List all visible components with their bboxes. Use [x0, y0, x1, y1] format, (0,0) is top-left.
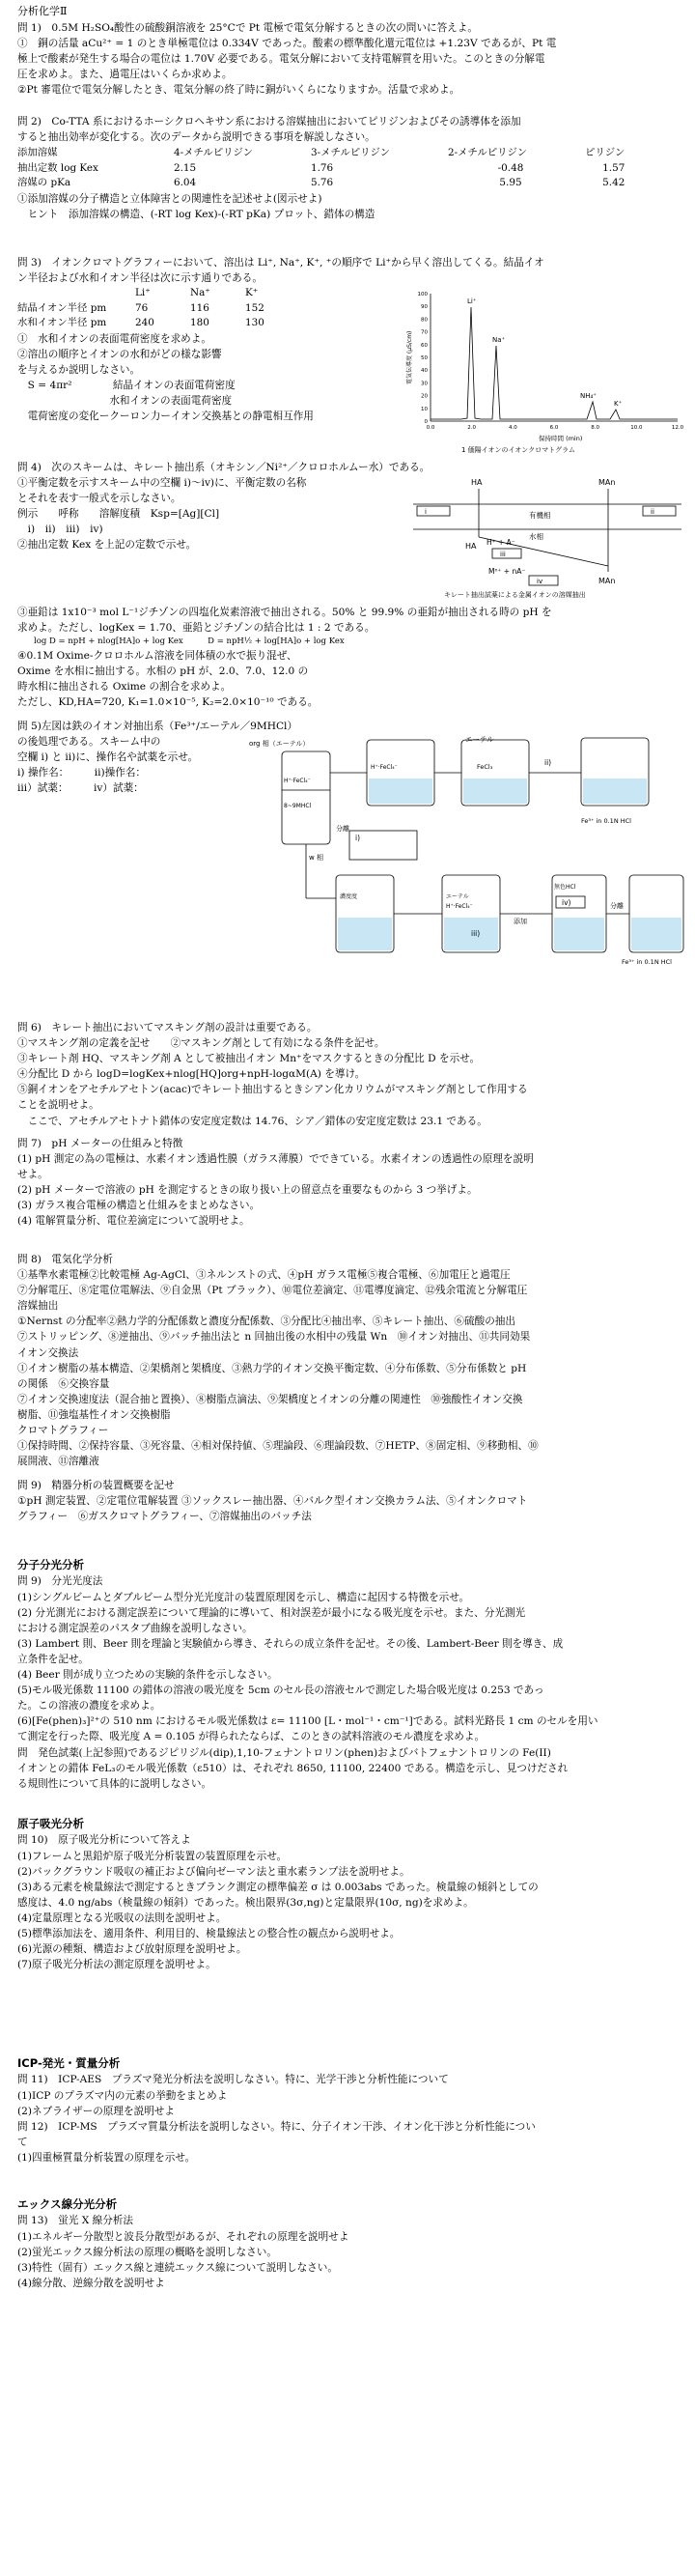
text-line: S = 4πr² 結晶イオンの表面電荷密度	[17, 380, 236, 392]
text-line: (1)ICP のプラズマ内の元素の挙動をまとめよ	[17, 2089, 228, 2102]
section-icp	[17, 2055, 683, 2166]
text-line: 問 13) 蛍光 X 線分析法	[17, 2215, 134, 2227]
chelate-scheme-svg	[405, 475, 685, 601]
text-line: ④分配比 D から logD=logKex+nlog[HQ]org+npH-logαM(A) を導け。	[17, 1068, 366, 1081]
text-line: iii）試薬： iv）試薬：	[17, 782, 144, 795]
text-line: 電荷密度の変化ークーロン力ーイオン交換基との静電相互作用	[17, 410, 314, 423]
chelate-scheme-figure	[405, 475, 685, 601]
text-line: 時水相に抽出される Oxime の割合を求めよ。	[17, 681, 232, 694]
label-colorless: 無色HCl	[554, 884, 576, 891]
table-cell: 116	[190, 301, 209, 314]
y-ticks	[418, 292, 429, 425]
table-cell: 240	[135, 317, 154, 329]
pyridine-table	[17, 146, 636, 191]
x-ticks	[427, 425, 684, 431]
y-tick-label: 50	[421, 355, 428, 361]
text-line: 問 4) 次のスキームは、キレート抽出系（オキシン／Ni²⁺／クロロホルムー水）である。	[17, 462, 431, 473]
text-line: (3)特性（固有）エックス線と連続エックス線について説明しなさい。	[17, 2261, 338, 2274]
label-conc: 濃度度	[340, 893, 358, 900]
y-tick-label: 0	[424, 419, 428, 425]
text-line: (2) pH メーターで溶液の pH を測定するときの取り扱い上の留意点を重要なものから 3 つ挙げよ。	[17, 1184, 478, 1197]
chromatogram-svg	[403, 288, 683, 454]
text-line: (2)バックグラウンド吸収の補正および偏向ゼーマン法と重水素ランプ法を説明せよ。	[17, 1865, 410, 1878]
y-tick-label: 100	[417, 292, 428, 297]
table-row	[17, 316, 276, 331]
text-line: (1)シングルビームとダブルビーム型分光光度計の装置原理図を示し、構造に起因する特徴を示せ。	[17, 1591, 470, 1603]
x-tick-label: 0.0	[426, 425, 435, 431]
label-complex-3: H⁺·FeCl₄⁻	[446, 903, 473, 910]
text-line: (4) Beer 則が成り立つための実験的条件を示しなさい。	[17, 1669, 278, 1682]
label-fe-hcl-bottom: Fe³⁺ in 0.1N HCl	[622, 958, 672, 966]
text-line: (7)原子吸光分析法の測定原理を説明せよ。	[17, 1959, 216, 1971]
section-xray	[17, 2196, 683, 2291]
liquid-fills	[338, 778, 681, 950]
text-line: グラフィー ⑥ガスクロマトグラフィー、⑦溶媒抽出のバッチ法	[17, 1511, 312, 1523]
text-line: (1) pH 測定の為の電極は、水素イオン透過性膜（ガラス薄膜）でできている。水素イオンの透過性の原理を説明	[17, 1153, 534, 1166]
text-line: log D = npH + nlog[HA]o + log Kex D = npH½ + log[HA]o + log Kex	[17, 637, 345, 647]
x-axis-label: 保持時間 (min)	[539, 435, 583, 442]
text-line: 問 10) 原子吸光分析について答えよ	[17, 1834, 191, 1847]
text-line: 展開液、⑪溶離液	[17, 1456, 99, 1468]
label-complexation: Mⁿ⁺ + nA⁻	[488, 567, 526, 576]
table-cell: 抽出定数 log Kex	[17, 161, 98, 174]
text-line: ③亜鉛は 1x10⁻³ mol L⁻¹ジチゾンの四塩化炭素溶液で抽出される。50% と 99.9% の亜鉛が抽出される時の pH を	[17, 607, 552, 618]
text-line: (3) ガラス複合電極の構造と仕組みをまとめなさい。	[17, 1200, 261, 1212]
text-line: における測定誤差のパスタブ曲線を説明しなさい。	[17, 1622, 253, 1634]
text-line: ことを説明せよ。	[17, 1099, 99, 1112]
text-line: ②Pt 審電位で電気分解したとき、電気分解の終了時に銅がいくらになりますか。活量で求めよ。	[17, 84, 460, 97]
box-iv: iv	[537, 578, 543, 585]
text-line: (5)標準添加法を、適用条件、利用目的、検量線法との整合性の観点から説明せよ。	[17, 1928, 401, 1940]
document-header: 分析化学Ⅱ	[17, 5, 68, 17]
text-line: 求めよ。ただし、logKex = 1.70、亜鉛とジチゾンの結合比は 1 : 2 である。	[17, 622, 375, 635]
table-cell: 152	[245, 301, 264, 314]
table-cell: 5.42	[602, 177, 626, 189]
peak-label-na: Na⁺	[492, 336, 506, 344]
y-tick-label: 60	[421, 342, 428, 349]
iron-extraction-figure	[249, 734, 687, 966]
text-line: 問 5)左図は鉄のイオン対抽出系（Fe³⁺/エーテル／9MHCl）	[17, 721, 298, 732]
text-line: を与えるか説明しなさい。	[17, 364, 141, 377]
text-line: (4) 電解質量分析、電位差滴定について説明せよ。	[17, 1215, 250, 1228]
text-line: (3) Lambert 則、Beer 則を理論と実験値から導き、それらの成立条件を記せ。その後、Lambert-Beer 則を導き、成	[17, 1637, 564, 1650]
text-line: 問 3) イオンクロマトグラフィーにおいて、溶出は Li⁺, Na⁺, K⁺, ⁺の順序で Li⁺から早く溶出してくる。結晶イオ	[17, 257, 544, 269]
x-tick-label: 10.0	[630, 425, 643, 431]
figure-caption: 1 価陽イオンのイオンクロマトグラム	[461, 446, 575, 454]
text-line: Oxime を水相に抽出する。水相の pH が、2.0、7.0、12.0 の	[17, 665, 309, 678]
label-water-phase: w 相	[309, 854, 323, 862]
table-cell: K⁺	[245, 287, 259, 298]
table-row	[17, 161, 636, 177]
table-cell: 76	[135, 301, 149, 314]
text-line: 問 9) 分光光度法	[17, 1575, 103, 1588]
text-line: る規則性について具体的に説明しなさい。	[17, 1777, 212, 1790]
text-line: (1)エネルギー分散型と波長分散型があるが、それぞれの原理を説明せよ	[17, 2230, 349, 2243]
phase-lines	[413, 489, 681, 585]
chromatogram-trace	[431, 307, 678, 419]
text-line: i) ii) iii) iv)	[17, 524, 103, 536]
text-line: 問 8) 電気化学分析	[17, 1254, 113, 1265]
box-iii: iii	[500, 551, 506, 558]
table-cell: 3-メチルピリジン	[311, 147, 391, 159]
table-cell: 6.04	[174, 177, 197, 189]
text-line: て	[17, 2136, 28, 2148]
label-ether-2: エーテル	[446, 893, 469, 900]
text-line: ⑦分解電圧、⑧定電位電解法、⑨自金黒（Pt ブラック）、⑩電位差滴定、⑪電導度滴定、⑫残余電流と分解電圧	[17, 1285, 528, 1297]
question-block-2	[17, 114, 683, 222]
y-tick-label: 40	[421, 368, 428, 375]
label-man-water: MAn	[598, 577, 616, 585]
box-i: i)	[355, 834, 361, 842]
table-cell: 溶媒の pKa	[17, 177, 71, 189]
table-cell: 130	[245, 317, 264, 329]
text-line: (1)フレームと黒鉛炉原子吸光分析装置の装置原理を示せ。	[17, 1850, 288, 1862]
text-line: ⑤銅イオンをアセチルアセトン(acac)でキレート抽出するときシアン化カリウムがマスキング剤として作用する	[17, 1084, 528, 1096]
text-line: ①イオン樹脂の基本構造、②架橋剤と架橋度、③熱力学的イオン交換平衡定数、④分布係数、⑤分布係数と pH	[17, 1362, 527, 1374]
text-line: 圧を求めよ。また、過電圧はいくらか求めよ。	[17, 69, 233, 80]
text-line: ①平衡定数を示すスキーム中の空欄 i)〜iv)に、平衡定数の名称	[17, 477, 307, 490]
table-header-row	[17, 146, 636, 161]
table-cell: 2.15	[174, 161, 197, 174]
text-line: クロマトグラフィー	[17, 1425, 109, 1437]
section-heading: ICP-発光・質量分析	[17, 2056, 121, 2070]
table-cell: Li⁺	[135, 287, 151, 298]
ion-radius-block	[17, 286, 394, 424]
text-line: 水和イオンの表面電荷密度	[17, 395, 233, 408]
table-cell: 1.57	[602, 161, 626, 174]
label-org-phase: org 相（エーテル）	[249, 740, 310, 748]
section-heading: 原子吸光分析	[17, 1817, 84, 1830]
text-line: の後処理である。スキーム中の	[17, 736, 161, 749]
table-cell: 添加溶媒	[17, 147, 58, 159]
question-block-8	[17, 1252, 683, 1469]
table-cell: 180	[190, 317, 209, 329]
text-line: (5)モル吸光係数 11100 の錯体の溶液の吸光度を 5cm のセル長の溶液セルで測定した場合吸光度は 0.253 であっ	[17, 1684, 544, 1697]
y-tick-label: 80	[421, 317, 428, 324]
text-line: ①添加溶媒の分子構造と立体障害との関連性を記述せよ(図示せよ)	[17, 193, 322, 206]
text-line: ⑦ストリッピング、⑧逆抽出、⑨バッチ抽出法と n 回抽出後の水相中の残量 Wn ⑩イオン対抽出、⑪共同効果	[17, 1331, 531, 1344]
box-ii: ii)	[544, 758, 552, 767]
text-line: せよ。	[17, 1169, 48, 1181]
question-block-7	[17, 1136, 683, 1230]
question-block-9	[17, 1478, 683, 1524]
label-man-top: MAn	[598, 478, 616, 487]
table-cell: 4-メチルピリジン	[174, 147, 254, 159]
box-iv: iv)	[562, 898, 571, 907]
text-line: ④0.1M Oxime-クロロホルム溶液を同体積の水で振り混ぜ、	[17, 650, 297, 663]
text-line: ただし、KD,HA=720, K₁=1.0×10⁻⁵, K₂=2.0×10⁻¹⁰ である。	[17, 696, 319, 709]
label-separation: 分離	[336, 825, 349, 833]
table-cell: 結晶イオン半径 pm	[17, 301, 107, 314]
table-row	[17, 176, 636, 191]
text-line: ン半径および水和イオン半径は次に示す通りである。	[17, 272, 263, 285]
y-tick-label: 10	[421, 406, 428, 412]
x-tick-label: 12.0	[671, 425, 684, 431]
x-tick-label: 4.0	[508, 425, 517, 431]
text-line: 溶媒抽出	[17, 1300, 59, 1313]
text-line: i) 操作名： ii)操作名：	[17, 767, 147, 779]
text-line: とそれを表す一般式を示しなさい。	[17, 493, 181, 505]
text-line: ③キレート剤 HQ、マスキング剤 A として被抽出イオン Mn⁺をマスクするときの分配比 D を示せ。	[17, 1053, 481, 1065]
table-cell: 5.95	[499, 177, 522, 189]
text-line: すると抽出効率が変化する。次のデータから説明できる事項を解説しなさい。	[17, 131, 375, 144]
label-addition: 添加	[514, 918, 527, 925]
text-line: 問 9) 精器分析の装置概要を記せ	[17, 1480, 175, 1491]
table-cell: 2-メチルピリジン	[448, 147, 528, 159]
x-tick-label: 6.0	[549, 425, 559, 431]
text-line: て測定を行った際、吸光度 A = 0.105 が得られたならば、このときの試料溶液のモル濃度を求めよ。	[17, 1731, 486, 1743]
y-axis-label: 電気伝導度 (µS/cm)	[406, 330, 413, 384]
figure-caption: キレート抽出試薬による金属イオンの溶媒抽出	[444, 591, 586, 599]
text-line: の関係 ⑥交換容量	[17, 1377, 110, 1390]
table-header-row	[17, 286, 276, 301]
text-line: ②抽出定数 Kex を上記の定数で示せ。	[17, 539, 197, 552]
question-block-6	[17, 1020, 683, 1129]
text-line: イオン交換法	[17, 1346, 79, 1359]
text-line: ①マスキング剤の定義を記せ ②マスキング剤として有効になる条件を記せ。	[17, 1037, 385, 1050]
label-ha-water: HA	[465, 542, 477, 551]
text-line: (2)蛍光エックス線分析法の原理の概略を説明しなさい。	[17, 2246, 277, 2258]
text-line: (2)ネブライザーの原理を説明せよ	[17, 2105, 175, 2117]
text-line: た。この溶液の濃度を求めよ。	[17, 1700, 161, 1713]
label-ha-top: HA	[471, 478, 483, 487]
text-line: 問 7) pH メーターの仕組みと特徴	[17, 1138, 183, 1149]
text-line: 樹脂、⑪強塩基性イオン交換樹脂	[17, 1408, 171, 1421]
table-cell: Na⁺	[190, 287, 210, 298]
box-iii: iii)	[471, 929, 481, 938]
box-i: i	[425, 508, 427, 516]
text-line: (4)定量原理となる光吸収の法則を説明せよ。	[17, 1911, 227, 1924]
text-line: 問 2) Co-TTA 系におけるホーシクロヘキサン系における溶媒抽出においてピリジンおよびその誘導体を添加	[17, 116, 521, 127]
text-line: 問 6) キレート抽出においてマスキング剤の設計は重要である。	[17, 1022, 318, 1033]
text-line: 感度は、4.0 ng/abs（検量線の傾斜）であった。検出限界(3σ,ng)と定量限界(10σ, ng)を求めよ。	[17, 1896, 474, 1909]
ion-radius-table	[17, 286, 276, 331]
question-block-1	[17, 4, 683, 98]
table-cell: -0.48	[497, 161, 524, 174]
text-line: 問 発色試薬(上記参照)であるジピリジル(dip),1,10-フェナントロリン(phen)およびバトフェナントロリンの Fe(II)	[17, 1746, 551, 1759]
peak-label-nh4: NH₄⁺	[580, 392, 598, 400]
peak-label-k: K⁺	[614, 400, 623, 408]
text-line: (6)光源の種類、構造および放射原理を説明せよ。	[17, 1943, 247, 1956]
section-heading: エックス線分光分析	[17, 2197, 118, 2211]
phase-water: 水相	[529, 532, 543, 541]
text-line: ①Nernst の分配率②熱力学的分配係数と濃度分配係数、③分配比④抽出率、⑤キレート抽出、⑥硫酸の抽出	[17, 1316, 515, 1328]
text-line: ②溶出の順序とイオンの水和がどの様な影響	[17, 348, 222, 360]
label-dissociation: H⁺ + A⁻	[486, 538, 515, 547]
table-cell: 水和イオン半径 pm	[17, 317, 107, 329]
text-line: (2) 分光測光における測定誤差について理論的に導いて、相対誤差が最小になる吸光度を示せ。また、分光測光	[17, 1606, 526, 1619]
label-fecl3: FeCl₃	[477, 763, 493, 771]
table-cell: 1.76	[311, 161, 334, 174]
label-hcl: 8~9MHCl	[284, 803, 312, 809]
text-line: 例示 呼称 溶解度積 Ksp=[Ag][Cl]	[17, 508, 220, 521]
label-fe-hcl-top: Fe³⁺ in 0.1N HCl	[581, 817, 631, 825]
table-row	[17, 301, 276, 317]
table-cell: ピリジン	[585, 147, 626, 159]
text-line: イオンとの錯体 FeL₃のモル吸光係数（ε510）は、それぞれ 8650, 11100, 22400 である。構造を示し、見つけだされ	[17, 1762, 569, 1774]
text-line: ① 水和イオンの表面電荷密度を求めよ。	[17, 332, 211, 345]
label-separation-2: 分離	[610, 902, 624, 910]
question-block-4-cont	[17, 605, 683, 710]
text-line: 空欄 i) と ii)に、操作名や試薬を示せ。	[17, 751, 199, 764]
question-block-3	[17, 255, 683, 286]
text-line: (4)線分散、逆線分散を説明せよ	[17, 2277, 165, 2289]
section-molecular-spectroscopy	[17, 1557, 683, 1792]
table-cell: 5.76	[311, 177, 334, 189]
phase-organic: 有機相	[529, 511, 551, 520]
text-line: 問 1) 0.5M H₂SO₄酸性の硫酸銅溶液を 25°Cで Pt 電極で電気分解するときの次の問いに答えよ。	[17, 21, 478, 34]
y-tick-label: 30	[421, 381, 428, 387]
y-tick-label: 90	[421, 304, 428, 311]
text-line: ⑦イオン交換速度法（混合抽と置換）、⑧樹脂点滴法、⑨架橋度とイオンの分離の関連性 ⑩強酸性イオン交換	[17, 1393, 523, 1405]
table-cell	[17, 286, 135, 301]
iron-extraction-svg	[249, 734, 687, 966]
label-complex-1: H⁺·FeCl₄⁻	[284, 778, 311, 784]
text-line: 問 12) ICP-MS プラズマ質量分析法を説明しなさい。特に、分子イオン干渉、イオン化干渉と分析性能につい	[17, 2120, 536, 2133]
text-line: 立条件を記せ。	[17, 1653, 89, 1665]
text-line: 極上で酸素が発生する場合の電位は 1.70V 必要である。電気分解において支持電解質を用いた。このときの分解電	[17, 52, 545, 65]
section-atomic-absorption	[17, 1816, 683, 1972]
section-heading: 分子分光分析	[17, 1558, 84, 1571]
y-tick-label: 70	[421, 329, 428, 336]
text-line: ヒント 添加溶媒の構造、(-RT log Kex)-(-RT pKa) プロット、錯体の構造	[17, 209, 375, 221]
text-line: ①基準水素電極②比較電極 Ag-AgCl、③ネルンストの式、④pH ガラス電極⑤複合電極、⑥加電圧と過電圧	[17, 1269, 511, 1282]
text-line: ① 銅の活量 aCu²⁺ = 1 のとき単極電位は 0.334V であった。酸素の標準酸化還元電位は +1.23V であるが、Pt 電	[17, 37, 557, 49]
label-ether: エーテル	[465, 735, 494, 744]
label-complex-2: H⁺·FeCl₄⁻	[371, 764, 398, 771]
y-tick-label: 20	[421, 393, 428, 400]
text-line: (1)四重極質量分析装置の原理を示せ。	[17, 2151, 196, 2164]
chromatogram-figure	[403, 288, 683, 454]
text-line: ここで、アセチルアセトナト錯体の安定度定数は 14.76、シア／錯体の安定度定数は 23.1 である。	[17, 1115, 487, 1127]
text-line: (3)ある元素を検量線法で測定するときブランク測定の標準偏差 σ は 0.003abs であった。検量線の傾斜としての	[17, 1881, 539, 1893]
text-line: (6)[Fe(phen)₃]²⁺の 510 nm におけるモル吸光係数は ε= 11100 [L・mol⁻¹・cm⁻¹]である。試料光路長 1 cm のセルを用い	[17, 1715, 598, 1728]
peak-label-li: Li⁺	[467, 297, 477, 305]
text-line: ①pH 測定装置、②定電位電解装置 ③ソックスレー抽出器、④バルク型イオン交換カラム法、⑤イオンクロマト	[17, 1495, 528, 1508]
text-line: ①保持時間、②保持容量、③死容量、④相対保持値、⑤理論段、⑥理論段数、⑦HETP、⑧固定相、⑨移動相、⑩	[17, 1440, 539, 1453]
x-tick-label: 2.0	[467, 425, 477, 431]
text-line: 問 11) ICP-AES プラズマ発光分析法を説明しなさい。特に、光学干渉と分析性能について	[17, 2074, 449, 2086]
x-tick-label: 8.0	[591, 425, 600, 431]
question-block-5	[17, 719, 297, 796]
box-ii: ii	[651, 508, 654, 516]
